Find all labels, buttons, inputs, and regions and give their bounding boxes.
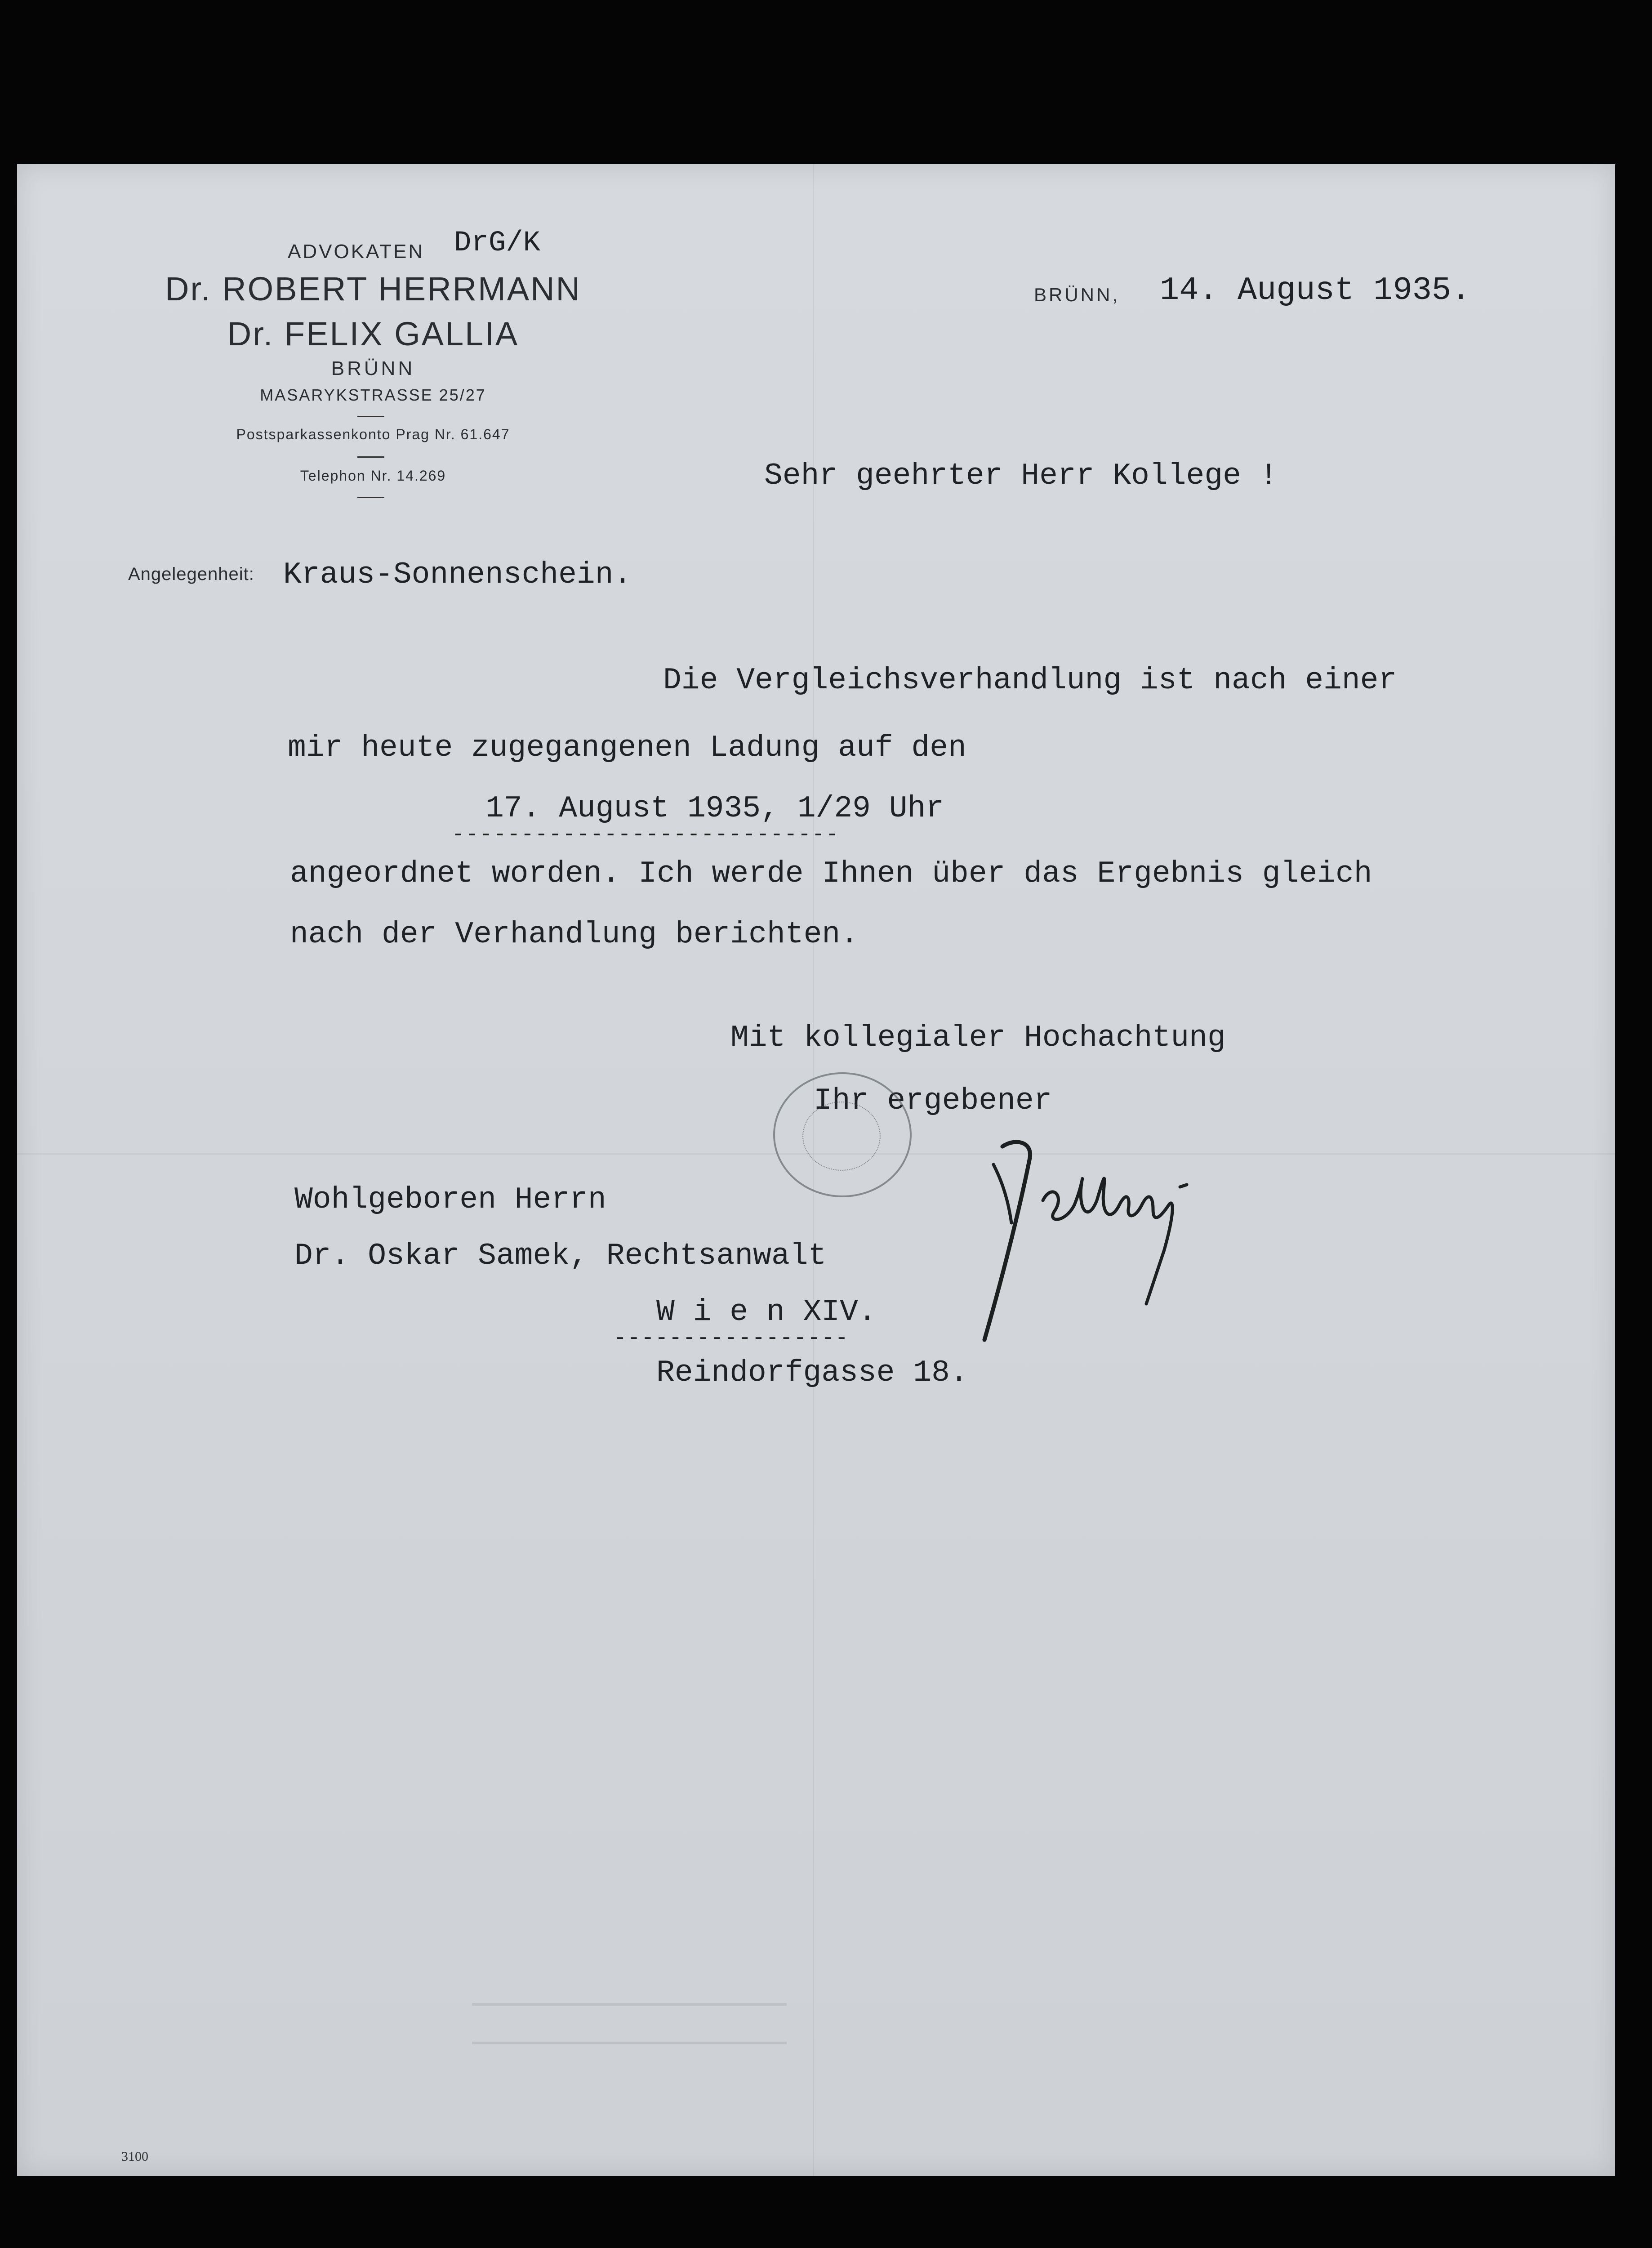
dateline-date: 14. August 1935. [1160,272,1471,309]
subject-label: Angelegenheit: [128,564,254,584]
letterhead-divider [357,416,384,417]
address-line-4: Reindorfgasse 18. [656,1356,968,1390]
closing-line-2: Ihr ergebener [814,1084,1052,1118]
city-underline: ----------------- [614,1326,849,1351]
address-line-2: Dr. Oskar Samek, Rechtsanwalt [294,1239,827,1273]
letterhead-divider [357,456,384,458]
letterhead-telephone: Telephon Nr. 14.269 [300,468,446,484]
body-line-1: Die Vergleichsverhandlung ist nach einer [663,663,1397,698]
salutation: Sehr geehrter Herr Kollege ! [764,459,1278,493]
round-stamp-inner [802,1102,881,1171]
form-number: 3100 [121,2149,148,2164]
letterhead-postal-account: Postsparkassenkonto Prag Nr. 61.647 [236,426,510,442]
body-line-4: angeordnet worden. Ich werde Ihnen über das Ergebnis gleich [290,856,1372,891]
body-line-2: mir heute zugegangenen Ladung auf den [288,731,966,765]
body-line-3-date: 17. August 1935, 1/29 Uhr [485,791,944,826]
letterhead-name-gallia: Dr. FELIX GALLIA [227,315,519,352]
address-line-3-city: W i e n XIV. [656,1295,877,1329]
dateline-city: BRÜNN, [1034,284,1120,305]
show-through-stamp [472,2003,787,2044]
address-line-1: Wohlgeboren Herrn [294,1182,606,1217]
closing-line-1: Mit kollegialer Hochachtung [730,1021,1226,1055]
letterhead-name-herrmann: Dr. ROBERT HERRMANN [165,270,581,308]
signature [975,1133,1227,1349]
date-underline: ---------------------------- [452,823,840,847]
corner-tear [1555,0,1600,49]
letterhead-divider [357,497,384,498]
letterhead-city: BRÜNN [331,357,415,379]
subject-value: Kraus-Sonnenschein. [283,558,632,592]
letterhead-street: MASARYKSTRASSE 25/27 [260,386,486,404]
letterhead-reference: DrG/K [454,227,541,259]
letterhead-advokaten: ADVOKATEN [288,241,425,263]
body-line-5: nach der Verhandlung berichten. [290,917,859,952]
